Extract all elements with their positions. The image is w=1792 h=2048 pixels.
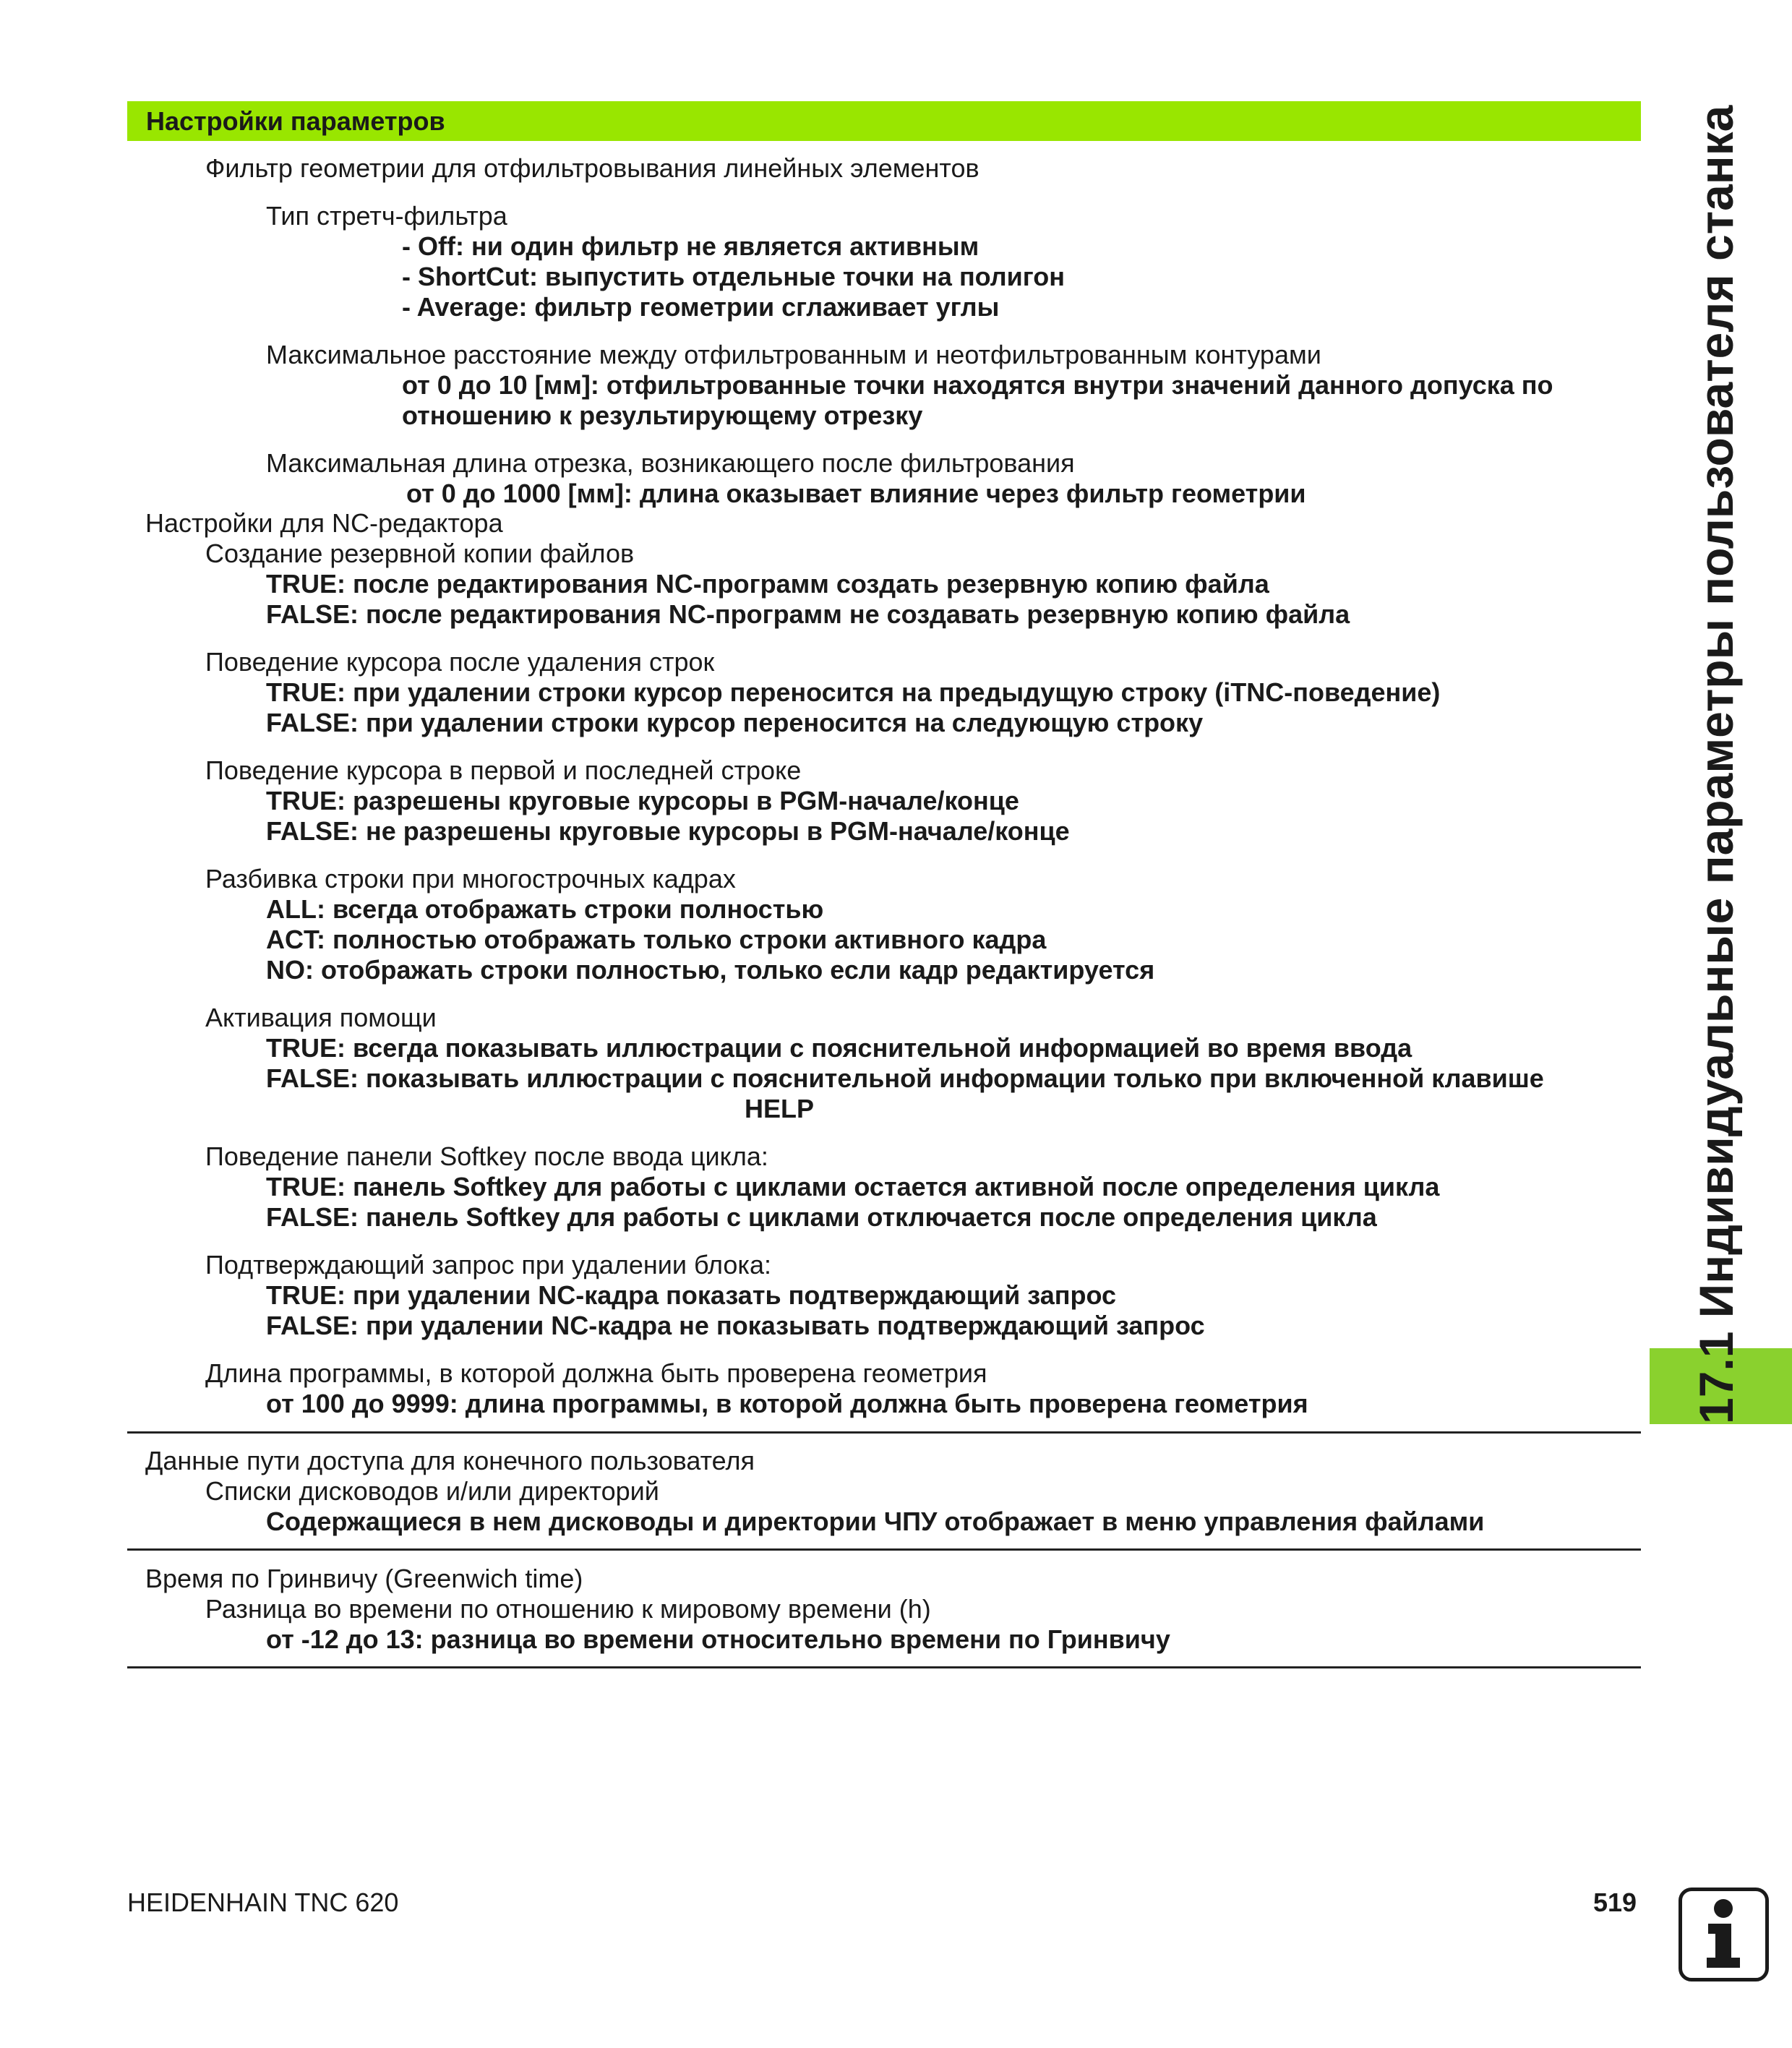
- param-value: от 0 до 1000 [мм]: длина оказывает влияние через фильтр геометрии: [406, 479, 1306, 508]
- param-label: Максимальная длина отрезка, возникающего после фильтрования: [266, 448, 1075, 478]
- param-value: ACT: полностью отображать только строки активного кадра: [266, 925, 1047, 954]
- param-label: Поведение курсора после удаления строк: [205, 647, 715, 677]
- param-label: Создание резервной копии файлов: [205, 539, 635, 568]
- section-label: Данные пути доступа для конечного пользователя: [145, 1446, 755, 1475]
- section-label: Время по Гринвичу (Greenwich time): [145, 1564, 583, 1593]
- param-group-label: Фильтр геометрии для отфильтровывания линейных элементов: [205, 153, 979, 183]
- param-value: ALL: всегда отображать строки полностью: [266, 894, 824, 924]
- param-label: Тип стретч-фильтра: [266, 201, 507, 231]
- param-label: Разница во времени по отношению к мировому времени (h): [205, 1594, 931, 1624]
- param-label: Поведение курсора в первой и последней строке: [205, 755, 802, 785]
- param-label: Списки дисководов и/или директорий: [205, 1476, 659, 1506]
- section-header: Настройки параметров: [127, 101, 1641, 141]
- param-value: FALSE: показывать иллюстрации с пояснительной информации только при включенной клавише: [266, 1063, 1544, 1093]
- divider: [127, 1431, 1641, 1434]
- chapter-title: 17.1 Индивидуальные параметры пользователя станка: [1689, 105, 1743, 1424]
- param-value: от 0 до 10 [мм]: отфильтрованные точки находятся внутри значений данного допуска по: [402, 370, 1553, 400]
- param-value: отношению к результирующему отрезку: [402, 400, 923, 430]
- param-value: TRUE: после редактирования NC-программ создать резервную копию файла: [266, 569, 1269, 599]
- page-number: 519: [1593, 1888, 1637, 1917]
- param-value: от -12 до 13: разница во времени относительно времени по Гринвичу: [266, 1624, 1170, 1654]
- param-label: Поведение панели Softkey после ввода цикла:: [205, 1141, 768, 1171]
- param-value: FALSE: панель Softkey для работы с циклами отключается после определения цикла: [266, 1202, 1377, 1232]
- param-value: TRUE: панель Softkey для работы с циклами остается активной после определения цикла: [266, 1172, 1440, 1201]
- param-value: TRUE: при удалении строки курсор переносится на предыдущую строку (iTNC-поведение): [266, 677, 1441, 707]
- param-value: TRUE: разрешены круговые курсоры в PGM-начале/конце: [266, 786, 1019, 815]
- param-label: Длина программы, в которой должна быть проверена геометрия: [205, 1358, 987, 1388]
- param-label: Активация помощи: [205, 1003, 437, 1032]
- param-value: FALSE: не разрешены круговые курсоры в PGM-начале/конце: [266, 816, 1070, 846]
- divider: [127, 1666, 1641, 1668]
- param-value: - ShortCut: выпустить отдельные точки на полигон: [402, 262, 1066, 291]
- param-label: Подтверждающий запрос при удалении блока:: [205, 1250, 771, 1280]
- param-value: Содержащиеся в нем дисководы и директории ЧПУ отображает в меню управления файлами: [266, 1507, 1485, 1536]
- param-value: NO: отображать строки полностью, только если кадр редактируется: [266, 955, 1155, 985]
- param-value: FALSE: при удалении строки курсор переносится на следующую строку: [266, 708, 1204, 737]
- param-value: HELP: [745, 1094, 815, 1123]
- param-label: Максимальное расстояние между отфильтрованным и неотфильтрованным контурами: [266, 340, 1321, 369]
- param-value: от 100 до 9999: длина программы, в которой должна быть проверена геометрия: [266, 1389, 1308, 1418]
- info-icon: [1679, 1888, 1769, 1981]
- param-label: Разбивка строки при многострочных кадрах: [205, 864, 736, 894]
- param-value: FALSE: при удалении NC-кадра не показывать подтверждающий запрос: [266, 1311, 1205, 1340]
- param-value: TRUE: всегда показывать иллюстрации с пояснительной информацией во время ввода: [266, 1033, 1412, 1063]
- footer-product: HEIDENHAIN TNC 620: [127, 1888, 399, 1917]
- section-label: Настройки для NC-редактора: [145, 508, 503, 538]
- divider: [127, 1548, 1641, 1551]
- param-value: TRUE: при удалении NC-кадра показать подтверждающий запрос: [266, 1280, 1117, 1310]
- param-value: - Average: фильтр геометрии сглаживает углы: [402, 292, 1000, 322]
- param-value: FALSE: после редактирования NC-программ не создавать резервную копию файла: [266, 599, 1350, 629]
- param-value: - Off: ни один фильтр не является активным: [402, 231, 979, 261]
